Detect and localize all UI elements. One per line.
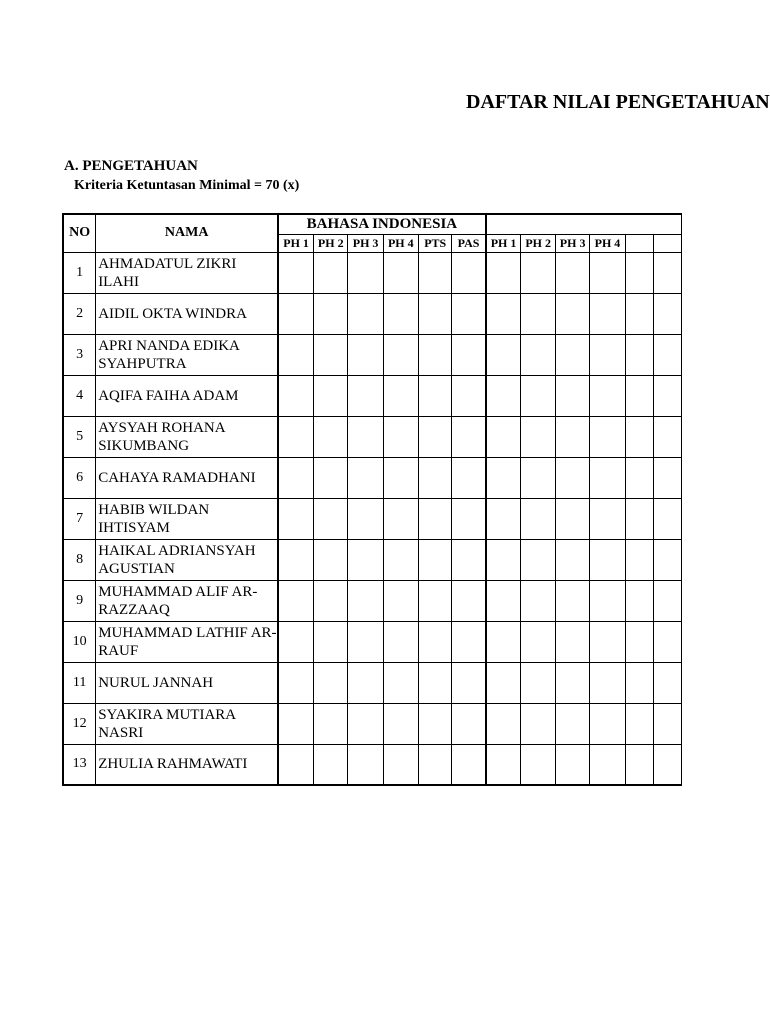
student-no: 3 [63, 334, 96, 375]
grade-cell[interactable] [452, 498, 486, 539]
student-name: ZHULIA RAHMAWATI [96, 744, 279, 785]
student-no: 5 [63, 416, 96, 457]
grade-cell[interactable] [521, 375, 555, 416]
student-name: AYSYAH ROHANA SIKUMBANG [96, 416, 279, 457]
grade-cell[interactable] [278, 703, 313, 744]
grade-cell[interactable] [278, 621, 313, 662]
grade-cell[interactable] [348, 293, 383, 334]
student-name: AQIFA FAIHA ADAM [96, 375, 279, 416]
grade-cell[interactable] [625, 621, 653, 662]
page-title: DAFTAR NILAI PENGETAHUAN [466, 91, 770, 113]
grade-cell[interactable] [625, 457, 653, 498]
student-no: 8 [63, 539, 96, 580]
grade-cell[interactable] [653, 744, 681, 785]
student-name: MUHAMMAD ALIF AR-RAZZAAQ [96, 580, 279, 621]
student-name: MUHAMMAD LATHIF AR-RAUF [96, 621, 279, 662]
grade-cell[interactable] [278, 539, 313, 580]
grade-cell[interactable] [486, 703, 521, 744]
grade-cell[interactable] [452, 621, 486, 662]
grade-cell[interactable] [418, 293, 452, 334]
grade-cell[interactable] [348, 457, 383, 498]
grade-cell[interactable] [590, 744, 625, 785]
student-name: SYAKIRA MUTIARA NASRI [96, 703, 279, 744]
grade-cell[interactable] [555, 416, 589, 457]
grade-cell[interactable] [348, 252, 383, 293]
grade-cell[interactable] [452, 580, 486, 621]
grade-cell[interactable] [555, 662, 589, 703]
grade-cell[interactable] [314, 252, 348, 293]
grade-cell[interactable] [486, 744, 521, 785]
grade-cell[interactable] [383, 293, 418, 334]
subject-1-col-header: PH 2 [314, 234, 348, 252]
table-row [63, 703, 682, 744]
grade-cell[interactable] [452, 252, 486, 293]
grade-cell[interactable] [555, 334, 589, 375]
grade-cell[interactable] [418, 457, 452, 498]
grade-cell[interactable] [314, 621, 348, 662]
grade-cell[interactable] [555, 457, 589, 498]
grade-cell[interactable] [521, 580, 555, 621]
subject-2-col-header [625, 234, 653, 252]
grade-cell[interactable] [521, 457, 555, 498]
grade-cell[interactable] [590, 293, 625, 334]
grade-cell[interactable] [653, 252, 681, 293]
grade-cell[interactable] [555, 703, 589, 744]
grade-cell[interactable] [590, 662, 625, 703]
grade-cell[interactable] [278, 375, 313, 416]
grade-cell[interactable] [653, 662, 681, 703]
student-no: 1 [63, 252, 96, 293]
subject-1-col-header: PH 1 [278, 234, 313, 252]
grade-cell[interactable] [278, 457, 313, 498]
grade-cell[interactable] [314, 375, 348, 416]
grade-cell[interactable] [348, 539, 383, 580]
grade-cell[interactable] [555, 252, 589, 293]
grade-cell[interactable] [348, 416, 383, 457]
student-name: NURUL JANNAH [96, 662, 279, 703]
grade-cell[interactable] [590, 580, 625, 621]
grade-cell[interactable] [452, 334, 486, 375]
section-heading: A. PENGETAHUAN [64, 158, 198, 174]
table-row [63, 334, 682, 375]
table-row [63, 662, 682, 703]
grade-cell[interactable] [625, 416, 653, 457]
grade-cell[interactable] [486, 375, 521, 416]
grade-cell[interactable] [418, 744, 452, 785]
grade-cell[interactable] [653, 580, 681, 621]
grade-cell[interactable] [348, 498, 383, 539]
grade-cell[interactable] [625, 703, 653, 744]
grade-cell[interactable] [625, 744, 653, 785]
student-no: 9 [63, 580, 96, 621]
grade-cell[interactable] [314, 498, 348, 539]
grade-cell[interactable] [452, 293, 486, 334]
grade-table-container [62, 213, 682, 785]
grade-cell[interactable] [625, 539, 653, 580]
grade-cell[interactable] [653, 375, 681, 416]
header-nama: NAMA [96, 214, 279, 252]
grade-cell[interactable] [555, 621, 589, 662]
grade-cell[interactable] [383, 744, 418, 785]
subject-2-col-header [653, 234, 681, 252]
student-no: 13 [63, 744, 96, 785]
student-no: 10 [63, 621, 96, 662]
grade-cell[interactable] [278, 662, 313, 703]
grade-cell[interactable] [486, 457, 521, 498]
grade-cell[interactable] [625, 662, 653, 703]
grade-cell[interactable] [418, 375, 452, 416]
grade-cell[interactable] [383, 252, 418, 293]
grade-cell[interactable] [383, 416, 418, 457]
grade-cell[interactable] [653, 334, 681, 375]
grade-cell[interactable] [348, 621, 383, 662]
grade-cell[interactable] [278, 252, 313, 293]
table-row [63, 621, 682, 662]
grade-cell[interactable] [521, 662, 555, 703]
grade-cell[interactable] [486, 252, 521, 293]
grade-cell[interactable] [348, 662, 383, 703]
grade-cell[interactable] [653, 498, 681, 539]
student-name: APRI NANDA EDIKA SYAHPUTRA [96, 334, 279, 375]
student-no: 2 [63, 293, 96, 334]
grade-cell[interactable] [486, 293, 521, 334]
grade-cell[interactable] [521, 293, 555, 334]
student-name: CAHAYA RAMADHANI [96, 457, 279, 498]
table-row [63, 539, 682, 580]
subject-2-col-header: PH 1 [486, 234, 521, 252]
grade-cell[interactable] [278, 293, 313, 334]
grade-cell[interactable] [418, 334, 452, 375]
grade-cell[interactable] [314, 580, 348, 621]
grade-cell[interactable] [653, 703, 681, 744]
grade-cell[interactable] [625, 375, 653, 416]
grade-cell[interactable] [314, 334, 348, 375]
grade-cell[interactable] [653, 621, 681, 662]
student-name: HAIKAL ADRIANSYAH AGUSTIAN [96, 539, 279, 580]
grade-cell[interactable] [452, 703, 486, 744]
grade-cell[interactable] [590, 539, 625, 580]
student-no: 4 [63, 375, 96, 416]
student-no: 6 [63, 457, 96, 498]
grade-cell[interactable] [383, 703, 418, 744]
grade-cell[interactable] [486, 662, 521, 703]
grade-cell[interactable] [521, 416, 555, 457]
student-name: HABIB WILDAN IHTISYAM [96, 498, 279, 539]
grade-cell[interactable] [521, 252, 555, 293]
grade-cell[interactable] [314, 416, 348, 457]
grade-cell[interactable] [452, 744, 486, 785]
grade-cell[interactable] [418, 252, 452, 293]
grade-cell[interactable] [314, 457, 348, 498]
student-no: 7 [63, 498, 96, 539]
grade-cell[interactable] [590, 416, 625, 457]
subject-1-col-header: PH 3 [348, 234, 383, 252]
grade-cell[interactable] [555, 744, 589, 785]
grade-cell[interactable] [590, 621, 625, 662]
student-name: AHMADATUL ZIKRI ILAHI [96, 252, 279, 293]
grade-cell[interactable] [418, 539, 452, 580]
header-row-1 [63, 214, 682, 234]
subject-1-col-header: PAS [452, 234, 486, 252]
grade-cell[interactable] [486, 416, 521, 457]
subject-2-col-header: PH 2 [521, 234, 555, 252]
grade-cell[interactable] [418, 703, 452, 744]
grade-cell[interactable] [521, 744, 555, 785]
grade-cell[interactable] [555, 539, 589, 580]
grade-cell[interactable] [278, 334, 313, 375]
grade-cell[interactable] [383, 539, 418, 580]
grade-cell[interactable] [348, 580, 383, 621]
grade-cell[interactable] [486, 334, 521, 375]
grade-cell[interactable] [383, 498, 418, 539]
grade-cell[interactable] [653, 416, 681, 457]
grade-cell[interactable] [418, 498, 452, 539]
grade-cell[interactable] [452, 539, 486, 580]
grade-cell[interactable] [418, 621, 452, 662]
grade-cell[interactable] [590, 498, 625, 539]
grade-cell[interactable] [653, 457, 681, 498]
grade-cell[interactable] [625, 334, 653, 375]
grade-cell[interactable] [348, 334, 383, 375]
grade-cell[interactable] [653, 293, 681, 334]
grade-cell[interactable] [555, 580, 589, 621]
grade-cell[interactable] [625, 252, 653, 293]
grade-cell[interactable] [348, 703, 383, 744]
table-row [63, 744, 682, 785]
grade-cell[interactable] [314, 293, 348, 334]
grade-cell[interactable] [521, 621, 555, 662]
grade-cell[interactable] [625, 498, 653, 539]
grade-cell[interactable] [383, 334, 418, 375]
table-row [63, 375, 682, 416]
grade-cell[interactable] [278, 416, 313, 457]
table-row [63, 293, 682, 334]
grade-cell[interactable] [625, 580, 653, 621]
grade-cell[interactable] [452, 662, 486, 703]
grade-cell[interactable] [590, 703, 625, 744]
grade-cell[interactable] [486, 580, 521, 621]
subject-bahasa-indonesia: BAHASA INDONESIA [278, 214, 485, 234]
grade-cell[interactable] [555, 498, 589, 539]
grade-cell[interactable] [486, 498, 521, 539]
grade-cell[interactable] [590, 375, 625, 416]
header-no: NO [63, 214, 96, 252]
grade-cell[interactable] [555, 375, 589, 416]
grade-cell[interactable] [314, 539, 348, 580]
student-name: AIDIL OKTA WINDRA [96, 293, 279, 334]
table-row [63, 580, 682, 621]
grade-cell[interactable] [590, 457, 625, 498]
grade-cell[interactable] [418, 416, 452, 457]
grade-cell[interactable] [590, 334, 625, 375]
grade-cell[interactable] [278, 498, 313, 539]
grade-cell[interactable] [383, 621, 418, 662]
kkm-label: Kriteria Ketuntasan Minimal = 70 (x) [74, 178, 300, 193]
grade-cell[interactable] [590, 252, 625, 293]
grade-cell[interactable] [314, 703, 348, 744]
subject-2-col-header: PH 4 [590, 234, 625, 252]
grade-cell[interactable] [383, 375, 418, 416]
grade-cell[interactable] [555, 293, 589, 334]
grade-cell[interactable] [521, 539, 555, 580]
grade-cell[interactable] [521, 334, 555, 375]
student-no: 12 [63, 703, 96, 744]
table-row [63, 252, 682, 293]
grade-cell[interactable] [625, 293, 653, 334]
subject-2-col-header: PH 3 [555, 234, 589, 252]
grade-cell[interactable] [278, 744, 313, 785]
grade-cell[interactable] [383, 580, 418, 621]
grade-cell[interactable] [278, 580, 313, 621]
grade-cell[interactable] [348, 375, 383, 416]
subject-2-header [486, 214, 682, 234]
grade-cell[interactable] [418, 580, 452, 621]
grade-cell[interactable] [452, 375, 486, 416]
grade-cell[interactable] [314, 744, 348, 785]
grade-cell[interactable] [452, 457, 486, 498]
grade-cell[interactable] [383, 662, 418, 703]
grade-cell[interactable] [418, 662, 452, 703]
grade-cell[interactable] [486, 539, 521, 580]
grade-cell[interactable] [383, 457, 418, 498]
grade-table [62, 213, 682, 786]
grade-cell[interactable] [314, 662, 348, 703]
table-row [63, 416, 682, 457]
student-no: 11 [63, 662, 96, 703]
subject-1-col-header: PH 4 [383, 234, 418, 252]
grade-cell[interactable] [486, 621, 521, 662]
grade-cell[interactable] [348, 744, 383, 785]
grade-cell[interactable] [452, 416, 486, 457]
subject-1-col-header: PTS [418, 234, 452, 252]
table-row [63, 498, 682, 539]
grade-cell[interactable] [521, 703, 555, 744]
table-row [63, 457, 682, 498]
grade-cell[interactable] [521, 498, 555, 539]
grade-cell[interactable] [653, 539, 681, 580]
